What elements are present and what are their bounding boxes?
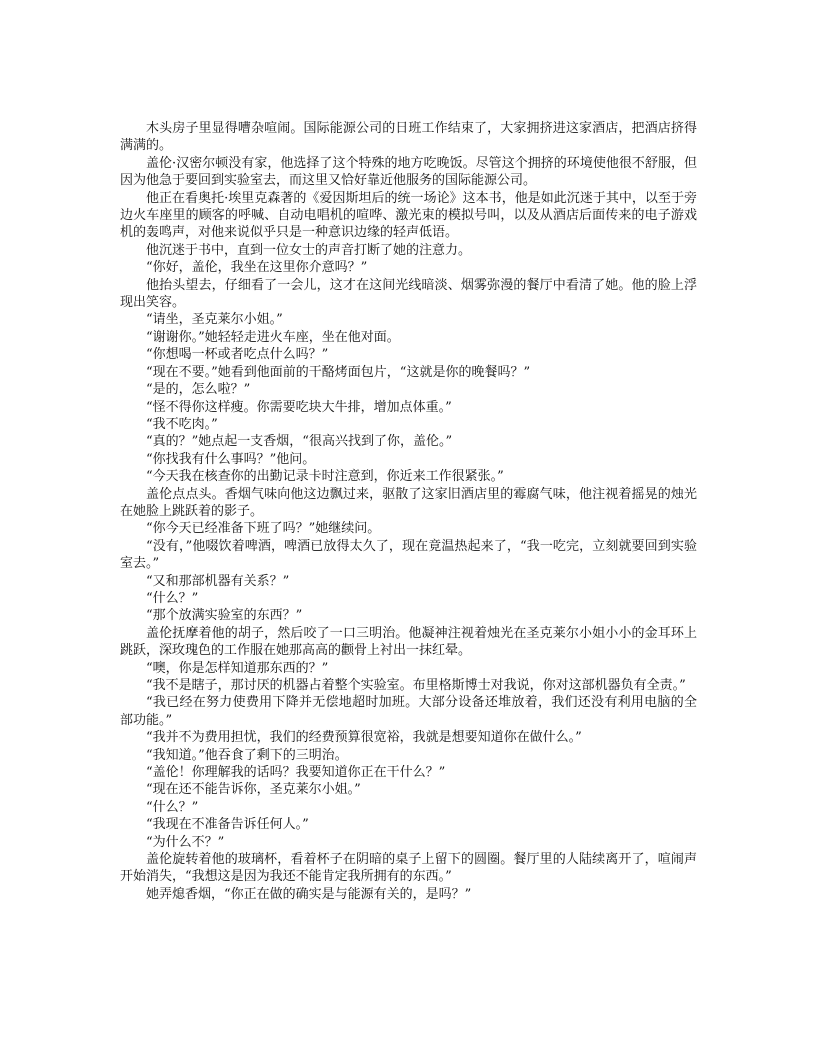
- paragraph: “又和那部机器有关系？”: [146, 573, 290, 589]
- paragraph: “谢谢你。”她轻轻走进火车座，坐在他对面。: [146, 329, 400, 345]
- paragraph: “你好，盖伦，我坐在这里你介意吗？”: [146, 260, 368, 276]
- paragraph: “你找我有什么事吗？”他问。: [146, 451, 316, 467]
- paragraph: “我知道。”他吞食了剩下的三明治。: [146, 747, 348, 763]
- paragraph: “我并不为费用担忧，我们的经费预算很宽裕，我就是想要知道你在做什么。”: [146, 730, 582, 746]
- paragraph: “请坐，圣克莱尔小姐。”: [146, 312, 283, 328]
- document-page: [120, 120, 697, 903]
- paragraph: “今天我在核查你的出勤记录卡时注意到，你近来工作很紧张。”: [146, 469, 504, 485]
- paragraph: 他抬头望去，仔细看了一会儿，这才在这间光线暗淡、烟雾弥漫的餐厅中看清了她。他的脸上浮现出笑容。: [120, 277, 697, 311]
- paragraph: 盖伦旋转着他的玻璃杯，看着杯子在阴暗的桌子上留下的圆圈。餐厅里的人陆续离开了，喧闹声开始消失，“我想这是因为我还不能肯定我所拥有的东西。”: [120, 852, 697, 885]
- paragraph: “噢，你是怎样知道那东西的？”: [146, 660, 329, 676]
- paragraph: “盖伦！你理解我的话吗？我要知道你正在干什么？”: [146, 765, 446, 781]
- paragraph: “你想喝一杯或者吃点什么吗？”: [146, 347, 329, 363]
- paragraph: “什么？”: [146, 590, 199, 606]
- paragraph: “是的，怎么啦？”: [146, 382, 251, 398]
- paragraph: “现在还不能告诉你，圣克莱尔小姐。”: [146, 782, 361, 798]
- paragraph: “为什么不？”: [146, 834, 225, 850]
- paragraph: “我现在不准备告诉任何人。”: [146, 817, 309, 833]
- paragraph: 盖伦抚摩着他的胡子，然后咬了一口三明治。他凝神注视着烛光在圣克莱尔小姐小小的金耳环上跳跃，深玫瑰色的工作服在她那高高的颧骨上衬出一抹红晕。: [120, 625, 697, 659]
- paragraph: “没有，”他啜饮着啤酒，啤酒已放得太久了，现在竟温热起来了，“我一吃完，立刻就要回到实验室去。”: [120, 538, 697, 572]
- paragraph: 他正在看奥托·埃里克森著的《爱因斯坦后的统一场论》这本书，他是如此沉迷于其中，以至于旁边火车座里的顾客的呼喊、自动电唱机的喧哗、激光束的模拟号叫，以及从酒店后面传来的电子游戏机的轰鸣声，对他来说似乎只是一种意识边缘的轻声低语。: [120, 190, 697, 241]
- paragraph: 她弄熄香烟，“你正在做的确实是与能源有关的，是吗？”: [146, 886, 472, 902]
- paragraph: “现在不要。”她看到他面前的干酪烤面包片，“这就是你的晚餐吗？”: [146, 364, 531, 380]
- paragraph: 他沉迷于书中，直到一位女士的声音打断了她的注意力。: [146, 242, 472, 258]
- paragraph: “我不吃肉。”: [146, 416, 218, 432]
- paragraph: 盖伦·汉密尔顿没有家，他选择了这个特殊的地方吃晚饭。尽管这个拥挤的环境使他很不舒服，但因为他急于要回到实验室去，而这里又恰好靠近他服务的国际能源公司。: [120, 155, 697, 189]
- paragraph: “我不是瞎子，那讨厌的机器占着整个实验室。布里格斯博士对我说，你对这部机器负有全责。”: [146, 678, 686, 693]
- paragraph: “什么？”: [146, 799, 199, 815]
- paragraph: “那个放满实验室的东西？”: [146, 608, 303, 624]
- paragraph: 木头房子里显得嘈杂喧闹。国际能源公司的日班工作结束了，大家拥挤进这家酒店，把酒店挤得满满的。: [120, 121, 697, 154]
- paragraph: “怪不得你这样瘦。你需要吃块大牛排，增加点体重。”: [146, 399, 452, 415]
- paragraph: “我已经在努力使费用下降并无偿地超时加班。大部分设备还堆放着，我们还没有利用电脑的全部功能。”: [120, 695, 697, 728]
- paragraph: “你今天已经准备下班了吗？”她继续问。: [146, 521, 381, 537]
- paragraph: “真的？”她点起一支香烟，“很高兴找到了你，盖伦。”: [146, 434, 453, 450]
- paragraph: 盖伦点点头。香烟气味向他这边飘过来，驱散了这家旧酒店里的霉腐气味，他注视着摇晃的烛光在她脸上跳跃着的影子。: [120, 486, 697, 519]
